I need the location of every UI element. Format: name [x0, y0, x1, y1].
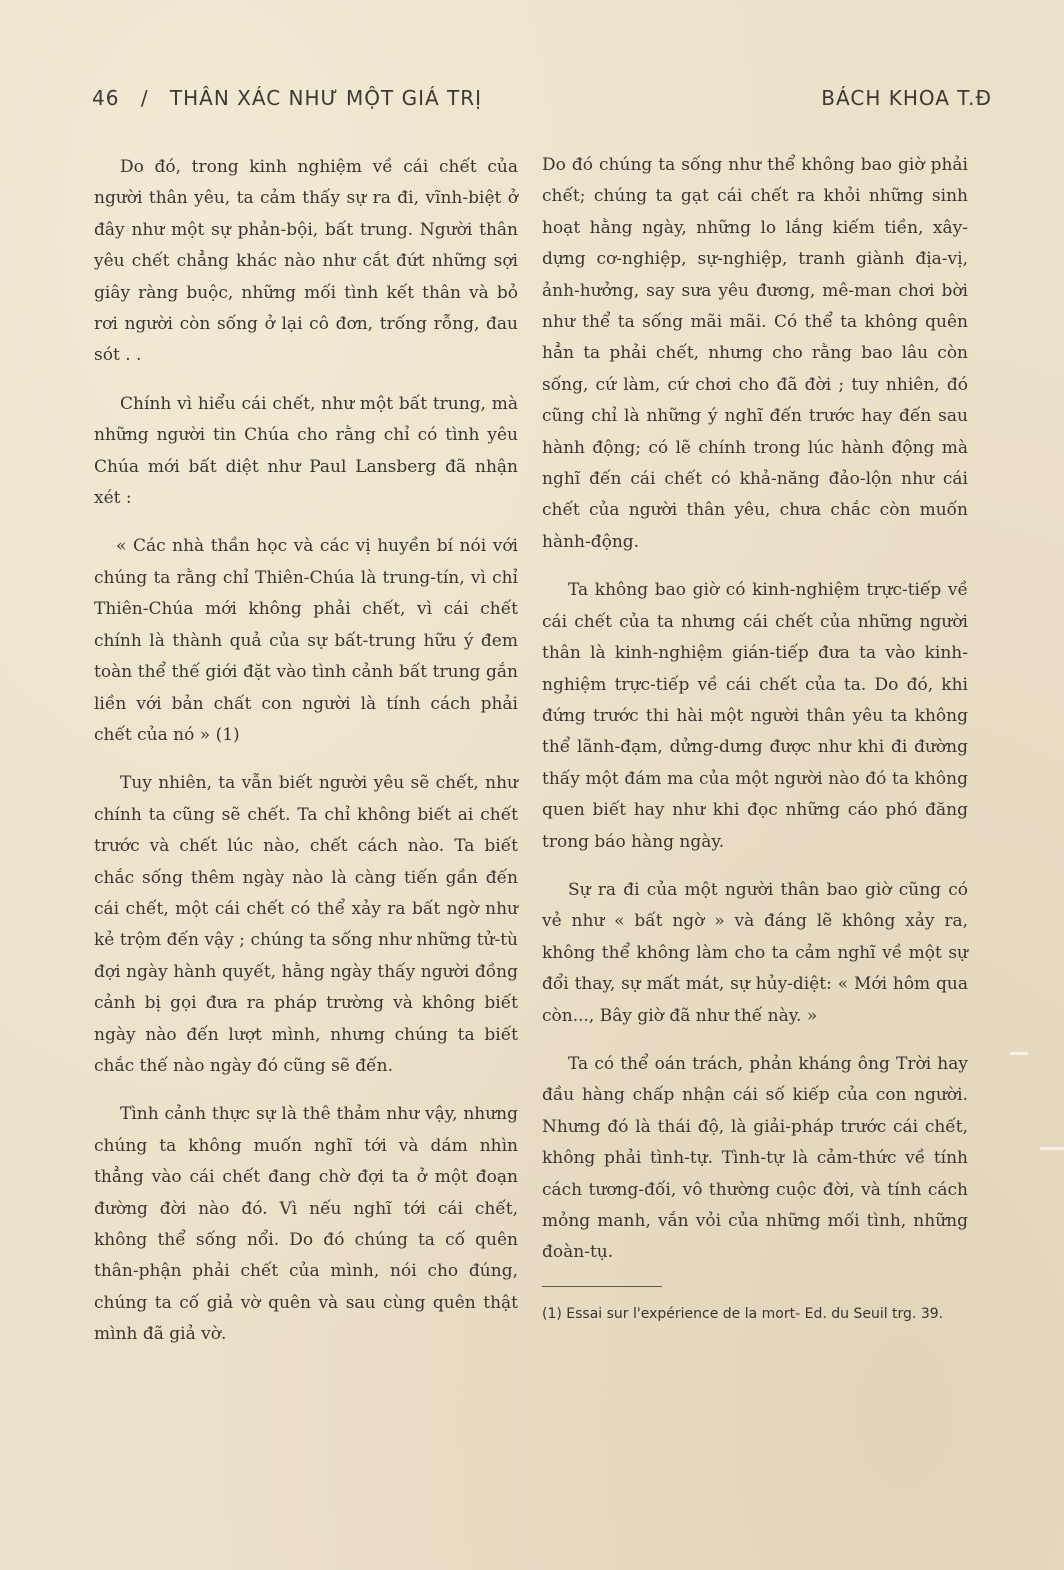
- paragraph: Tình cảnh thực sự là thê thảm như vậy, nhưng chúng ta không muốn nghĩ tới và dám nhìn thẳng vào cái chết đang chờ đợi ta ở một đoạn đường đời nào đó. Vì nếu nghĩ tới cái chết, không thể sống nổi. Do đó chúng ta cố quên thân-phận phải chết của mình, nói cho đúng, chúng ta cố giả vờ quên và sau cùng quên thật mình đã giả vờ.: [94, 1104, 518, 1345]
- paper-edge-mark: [1040, 1147, 1064, 1150]
- running-title: THÂN XÁC NHƯ MỘT GIÁ TRỊ: [169, 86, 483, 110]
- page-number: 46: [92, 86, 120, 110]
- block-quote: « Các nhà thần học và các vị huyền bí nói với chúng ta rằng chỉ Thiên-Chúa là trung-tín, vì chỉ Thiên-Chúa mới không phải chết, vì cái chết chính là thành quả của sự bất-trung hữu ý đem toàn thể thế giới đặt vào tình cảnh bất trung gắn liền với bản chất con người là tính cách phải chết của nó » (1): [94, 536, 518, 745]
- paragraph: Chính vì hiểu cái chết, như một bất trung, mà những người tin Chúa cho rằng chỉ có tình yêu Chúa mới bất diệt như Paul Lansberg đã nhận xét :: [94, 393, 518, 509]
- paragraph: Tuy nhiên, ta vẫn biết người yêu sẽ chết, như chính ta cũng sẽ chết. Ta chỉ không biết ai chết trước và chết lúc nào, chết cách nào. Ta biết chắc sống thêm ngày nào là càng tiến gần đến cái chết, một cái chết có thể xảy ra bất ngờ như kẻ trộm đến vậy ; chúng ta sống như những tử-tù đợi ngày hành quyết, hằng ngày thấy người đồng cảnh bị gọi đưa ra pháp trường và không biết ngày nào đến lượt mình, nhưng chúng ta biết chắc thế nào ngày đó cũng sẽ đến.: [94, 773, 518, 1076]
- left-column: [94, 152, 518, 1368]
- right-column: [542, 150, 968, 1327]
- paragraph: Do đó, trong kinh nghiệm về cái chết của người thân yêu, ta cảm thấy sự ra đi, vĩnh-biệt ở đây như một sự phản-bội, bất trung. Người thân yêu chết chẳng khác nào như cắt đứt những sợi giây ràng buộc, những mối tình kết thân và bỏ rơi người còn sống ở lại cô đơn, trống rỗng, đau sót . .: [94, 157, 518, 366]
- paragraph: Ta không bao giờ có kinh-nghiệm trực-tiếp về cái chết của ta nhưng cái chết của những người thân là kinh-nghiệm gián-tiếp đưa ta vào kinh-nghiệm trực-tiếp về cái chết của ta. Do đó, khi đứng trước thi hài một người thân yêu ta không thể lãnh-đạm, dửng-dưng được như khi đi đường thấy một đám ma của một người nào đó ta không quen biết hay như khi đọc những cáo phó đăng trong báo hàng ngày.: [542, 580, 968, 852]
- paper-edge-mark: [1010, 1052, 1028, 1055]
- header-separator: /: [140, 86, 149, 110]
- journal-name: BÁCH KHOA T.Đ: [821, 86, 992, 110]
- paragraph: Ta có thể oán trách, phản kháng ông Trời hay đầu hàng chấp nhận cái số kiếp của con người. Nhưng đó là thái độ, là giải-pháp trước cái chết, không phải tình-tự. Tình-tự là cảm-thức về tính cách tương-đối, vô thường cuộc đời, và tính cách mỏng manh, vắn vỏi của những mối tình, những đoàn-tụ.: [542, 1053, 968, 1263]
- footnote-divider: [542, 1286, 662, 1287]
- paragraph: Sự ra đi của một người thân bao giờ cũng có vẻ như « bất ngờ » và đáng lẽ không xảy ra, không thể không làm cho ta cảm nghĩ về một sự đổi thay, sự mất mát, sự hủy-diệt: « Mới hôm qua còn..., Bây giờ đã như thế này. »: [542, 879, 968, 1026]
- header-left: [92, 86, 496, 110]
- footnote: (1) Essai sur l'expérience de la mort- Ed. du Seuil trg. 39.: [542, 1305, 944, 1322]
- paragraph: Do đó chúng ta sống như thể không bao giờ phải chết; chúng ta gạt cái chết ra khỏi những sinh hoạt hằng ngày, những lo lắng kiếm tiền, xây-dựng cơ-nghiệp, sự-nghiệp, tranh giành địa-vị, ảnh-hưởng, say sưa yêu đương, mê-man chơi bời như thể ta sống mãi mãi. Có thể ta không quên hẳn ta phải chết, nhưng cho rằng bao lâu còn sống, cứ làm, cứ chơi cho đã đời ; tuy nhiên, đó cũng chỉ là những ý nghĩ đến trước hay đến sau hành động; có lẽ chính trong lúc hành động mà nghĩ đến cái chết có khả-năng đảo-lộn như cái chết của người thân yêu, chưa chắc còn muốn hành-động.: [542, 155, 968, 552]
- running-header: [92, 80, 992, 116]
